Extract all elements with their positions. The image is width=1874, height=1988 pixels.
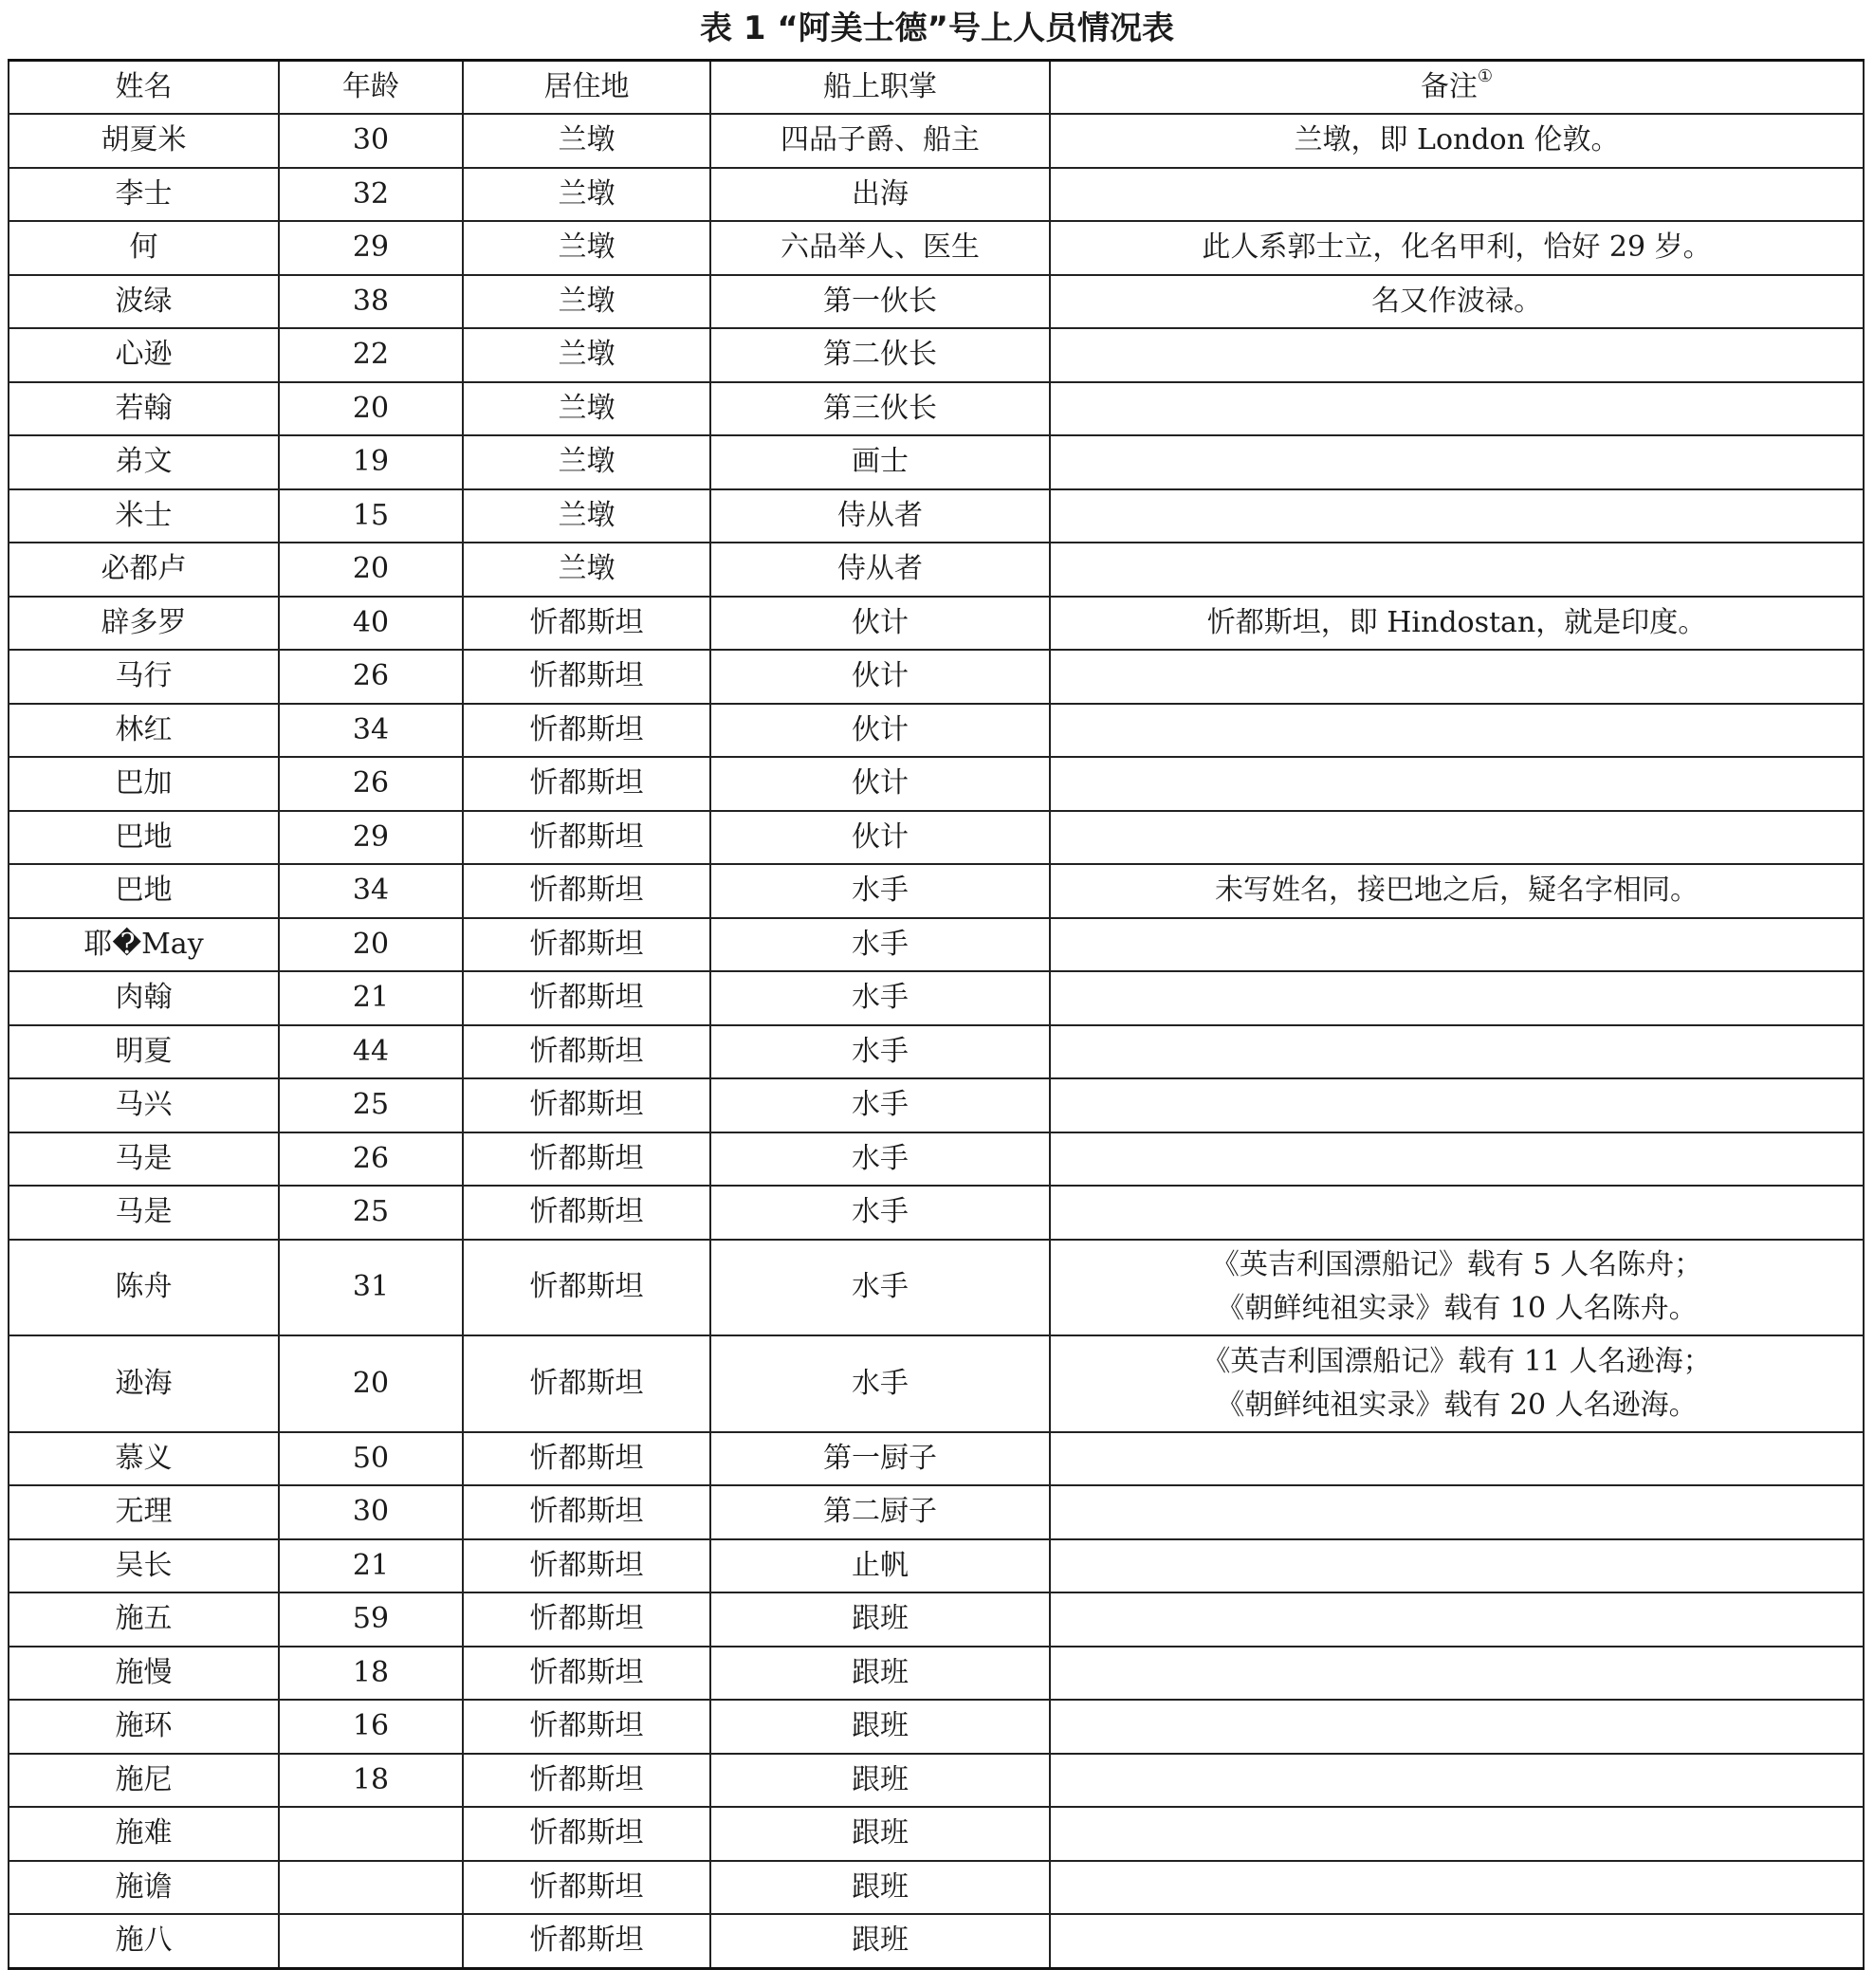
cell-note <box>1050 757 1864 811</box>
table-row <box>9 1914 1864 1968</box>
cell-residence: 忻都斯坦 <box>463 918 710 972</box>
cell-name: 辟多罗 <box>9 597 279 651</box>
cell-name: 巴加 <box>9 757 279 811</box>
cell-age: 30 <box>279 1485 463 1539</box>
cell-residence: 兰墩 <box>463 221 710 275</box>
header-note <box>1050 61 1864 115</box>
cell-age: 40 <box>279 597 463 651</box>
cell-residence: 忻都斯坦 <box>463 1914 710 1968</box>
table-row <box>9 1539 1864 1593</box>
cell-residence: 兰墩 <box>463 543 710 597</box>
cell-role: 跟班 <box>710 1861 1050 1915</box>
cell-age: 59 <box>279 1592 463 1647</box>
cell-name: 巴地 <box>9 811 279 865</box>
cell-age: 34 <box>279 704 463 758</box>
cell-age <box>279 1861 463 1915</box>
cell-note <box>1050 435 1864 489</box>
table-row <box>9 435 1864 489</box>
cell-role: 水手 <box>710 864 1050 918</box>
cell-note <box>1050 704 1864 758</box>
cell-name: 马兴 <box>9 1078 279 1132</box>
table-row <box>9 1240 1864 1336</box>
cell-name: 逊海 <box>9 1335 279 1432</box>
table-row <box>9 1335 1864 1432</box>
cell-name: 波绿 <box>9 275 279 329</box>
cell-role: 伙计 <box>710 650 1050 704</box>
cell-age: 29 <box>279 811 463 865</box>
cell-residence: 忻都斯坦 <box>463 650 710 704</box>
cell-role: 侍从者 <box>710 489 1050 543</box>
cell-name: 施八 <box>9 1914 279 1968</box>
cell-note <box>1050 1861 1864 1915</box>
table-row <box>9 1186 1864 1240</box>
cell-name: 施尼 <box>9 1754 279 1808</box>
cell-age: 26 <box>279 757 463 811</box>
cell-name: 施慢 <box>9 1647 279 1701</box>
table-row <box>9 221 1864 275</box>
cell-role: 水手 <box>710 1025 1050 1079</box>
cell-note <box>1050 650 1864 704</box>
cell-age: 21 <box>279 1539 463 1593</box>
table-row <box>9 757 1864 811</box>
cell-role: 第一伙长 <box>710 275 1050 329</box>
cell-role: 跟班 <box>710 1754 1050 1808</box>
cell-residence: 兰墩 <box>463 435 710 489</box>
cell-name: 胡夏米 <box>9 114 279 168</box>
table-row <box>9 1485 1864 1539</box>
cell-name: 施难 <box>9 1807 279 1861</box>
cell-age: 31 <box>279 1240 463 1336</box>
cell-role: 伙计 <box>710 597 1050 651</box>
cell-name: 心逊 <box>9 328 279 382</box>
cell-role: 画士 <box>710 435 1050 489</box>
cell-name: 林红 <box>9 704 279 758</box>
cell-residence: 忻都斯坦 <box>463 1078 710 1132</box>
cell-note <box>1050 1432 1864 1486</box>
cell-residence: 忻都斯坦 <box>463 1432 710 1486</box>
cell-age: 26 <box>279 650 463 704</box>
cell-role: 第三伙长 <box>710 382 1050 436</box>
cell-residence: 兰墩 <box>463 275 710 329</box>
cell-note <box>1050 1078 1864 1132</box>
table-row <box>9 543 1864 597</box>
cell-residence: 忻都斯坦 <box>463 1647 710 1701</box>
table-row <box>9 597 1864 651</box>
header-age: 年龄 <box>279 61 463 115</box>
cell-age: 34 <box>279 864 463 918</box>
cell-note: 忻都斯坦，即 Hindostan，就是印度。 <box>1050 597 1864 651</box>
table-row <box>9 275 1864 329</box>
cell-age: 16 <box>279 1700 463 1754</box>
header-note-label: 备注 <box>1420 70 1478 103</box>
cell-name: 马是 <box>9 1132 279 1187</box>
cell-role: 伙计 <box>710 757 1050 811</box>
table-row <box>9 1592 1864 1647</box>
cell-note <box>1050 489 1864 543</box>
cell-note <box>1050 1025 1864 1079</box>
header-role: 船上职掌 <box>710 61 1050 115</box>
cell-residence: 忻都斯坦 <box>463 597 710 651</box>
cell-name: 马是 <box>9 1186 279 1240</box>
cell-age <box>279 1914 463 1968</box>
cell-residence: 忻都斯坦 <box>463 971 710 1025</box>
cell-residence: 忻都斯坦 <box>463 1592 710 1647</box>
cell-note <box>1050 1485 1864 1539</box>
cell-note: 《英吉利国漂船记》载有 5 人名陈舟； 《朝鲜纯祖实录》载有 10 人名陈舟。 <box>1050 1240 1864 1336</box>
cell-role: 水手 <box>710 1240 1050 1336</box>
cell-name: 弟文 <box>9 435 279 489</box>
cell-note <box>1050 168 1864 222</box>
cell-role: 六品举人、医生 <box>710 221 1050 275</box>
cell-residence: 忻都斯坦 <box>463 1132 710 1187</box>
table-row <box>9 1025 1864 1079</box>
cell-residence: 忻都斯坦 <box>463 1025 710 1079</box>
cell-age: 18 <box>279 1647 463 1701</box>
cell-note <box>1050 1186 1864 1240</box>
cell-role: 水手 <box>710 1186 1050 1240</box>
cell-role: 四品子爵、船主 <box>710 114 1050 168</box>
cell-residence: 兰墩 <box>463 328 710 382</box>
table-title: 表 1 “阿美士德”号上人员情况表 <box>699 9 1175 47</box>
cell-note <box>1050 1754 1864 1808</box>
cell-age: 20 <box>279 1335 463 1432</box>
cell-note <box>1050 1914 1864 1968</box>
crew-table <box>8 59 1865 1970</box>
cell-name: 无理 <box>9 1485 279 1539</box>
cell-age: 18 <box>279 1754 463 1808</box>
cell-name: 若翰 <box>9 382 279 436</box>
table-row <box>9 328 1864 382</box>
cell-role: 水手 <box>710 918 1050 972</box>
cell-name: 何 <box>9 221 279 275</box>
cell-name: 慕义 <box>9 1432 279 1486</box>
cell-age <box>279 1807 463 1861</box>
cell-role: 水手 <box>710 1335 1050 1432</box>
table-row <box>9 650 1864 704</box>
cell-name: 米士 <box>9 489 279 543</box>
cell-age: 20 <box>279 382 463 436</box>
table-row <box>9 1647 1864 1701</box>
cell-note <box>1050 971 1864 1025</box>
cell-age: 30 <box>279 114 463 168</box>
cell-residence: 忻都斯坦 <box>463 1861 710 1915</box>
cell-role: 跟班 <box>710 1592 1050 1647</box>
cell-role: 跟班 <box>710 1700 1050 1754</box>
cell-note <box>1050 1700 1864 1754</box>
cell-residence: 忻都斯坦 <box>463 1485 710 1539</box>
cell-note: 《英吉利国漂船记》载有 11 人名逊海； 《朝鲜纯祖实录》载有 20 人名逊海。 <box>1050 1335 1864 1432</box>
cell-note <box>1050 543 1864 597</box>
cell-name: 施环 <box>9 1700 279 1754</box>
cell-name: 肉翰 <box>9 971 279 1025</box>
table-row <box>9 168 1864 222</box>
header-name: 姓名 <box>9 61 279 115</box>
cell-residence: 兰墩 <box>463 382 710 436</box>
table-row <box>9 1078 1864 1132</box>
cell-age: 25 <box>279 1186 463 1240</box>
cell-age: 44 <box>279 1025 463 1079</box>
cell-note <box>1050 1132 1864 1187</box>
cell-residence: 忻都斯坦 <box>463 1807 710 1861</box>
cell-age: 20 <box>279 918 463 972</box>
cell-age: 20 <box>279 543 463 597</box>
table-row <box>9 864 1864 918</box>
cell-role: 第一厨子 <box>710 1432 1050 1486</box>
cell-residence: 兰墩 <box>463 168 710 222</box>
cell-note <box>1050 1592 1864 1647</box>
cell-role: 出海 <box>710 168 1050 222</box>
table-row <box>9 114 1864 168</box>
cell-name: 李士 <box>9 168 279 222</box>
cell-role: 跟班 <box>710 1807 1050 1861</box>
table-row <box>9 1807 1864 1861</box>
cell-age: 21 <box>279 971 463 1025</box>
cell-role: 水手 <box>710 1132 1050 1187</box>
table-row <box>9 1754 1864 1808</box>
cell-residence: 忻都斯坦 <box>463 1700 710 1754</box>
cell-role: 第二伙长 <box>710 328 1050 382</box>
cell-age: 15 <box>279 489 463 543</box>
cell-residence: 忻都斯坦 <box>463 1539 710 1593</box>
cell-role: 止帆 <box>710 1539 1050 1593</box>
cell-age: 19 <box>279 435 463 489</box>
cell-note <box>1050 1647 1864 1701</box>
header-row <box>9 61 1864 115</box>
cell-name: 巴地 <box>9 864 279 918</box>
cell-note: 此人系郭士立，化名甲利，恰好 29 岁。 <box>1050 221 1864 275</box>
cell-age: 32 <box>279 168 463 222</box>
cell-role: 水手 <box>710 1078 1050 1132</box>
cell-note: 未写姓名，接巴地之后，疑名字相同。 <box>1050 864 1864 918</box>
table-row <box>9 918 1864 972</box>
cell-note <box>1050 1807 1864 1861</box>
cell-name: 陈舟 <box>9 1240 279 1336</box>
table-row <box>9 811 1864 865</box>
cell-residence: 忻都斯坦 <box>463 1240 710 1336</box>
cell-role: 伙计 <box>710 811 1050 865</box>
cell-residence: 忻都斯坦 <box>463 704 710 758</box>
cell-residence: 兰墩 <box>463 489 710 543</box>
cell-residence: 忻都斯坦 <box>463 811 710 865</box>
cell-role: 伙计 <box>710 704 1050 758</box>
cell-role: 跟班 <box>710 1914 1050 1968</box>
cell-age: 38 <box>279 275 463 329</box>
cell-name: 必都卢 <box>9 543 279 597</box>
table-row <box>9 382 1864 436</box>
cell-role: 水手 <box>710 971 1050 1025</box>
cell-name: 马行 <box>9 650 279 704</box>
cell-name: 明夏 <box>9 1025 279 1079</box>
cell-residence: 忻都斯坦 <box>463 1335 710 1432</box>
cell-note <box>1050 1539 1864 1593</box>
cell-note: 名又作波禄。 <box>1050 275 1864 329</box>
cell-role: 跟班 <box>710 1647 1050 1701</box>
footnote-marker: ① <box>1477 66 1494 86</box>
cell-residence: 兰墩 <box>463 114 710 168</box>
table-row <box>9 1861 1864 1915</box>
cell-role: 第二厨子 <box>710 1485 1050 1539</box>
cell-name: 耶�May <box>9 918 279 972</box>
table-row <box>9 1700 1864 1754</box>
cell-age: 50 <box>279 1432 463 1486</box>
cell-residence: 忻都斯坦 <box>463 757 710 811</box>
cell-age: 26 <box>279 1132 463 1187</box>
cell-note <box>1050 328 1864 382</box>
cell-residence: 忻都斯坦 <box>463 1186 710 1240</box>
cell-note <box>1050 811 1864 865</box>
cell-residence: 忻都斯坦 <box>463 1754 710 1808</box>
cell-name: 施五 <box>9 1592 279 1647</box>
table-row <box>9 971 1864 1025</box>
table-row <box>9 704 1864 758</box>
cell-age: 29 <box>279 221 463 275</box>
cell-age: 25 <box>279 1078 463 1132</box>
table-row <box>9 489 1864 543</box>
cell-name: 施谵 <box>9 1861 279 1915</box>
cell-role: 侍从者 <box>710 543 1050 597</box>
cell-note <box>1050 382 1864 436</box>
cell-note: 兰墩，即 London 伦敦。 <box>1050 114 1864 168</box>
table-row <box>9 1132 1864 1187</box>
table-row <box>9 1432 1864 1486</box>
cell-name: 吴长 <box>9 1539 279 1593</box>
cell-residence: 忻都斯坦 <box>463 864 710 918</box>
header-residence: 居住地 <box>463 61 710 115</box>
cell-age: 22 <box>279 328 463 382</box>
cell-note <box>1050 918 1864 972</box>
